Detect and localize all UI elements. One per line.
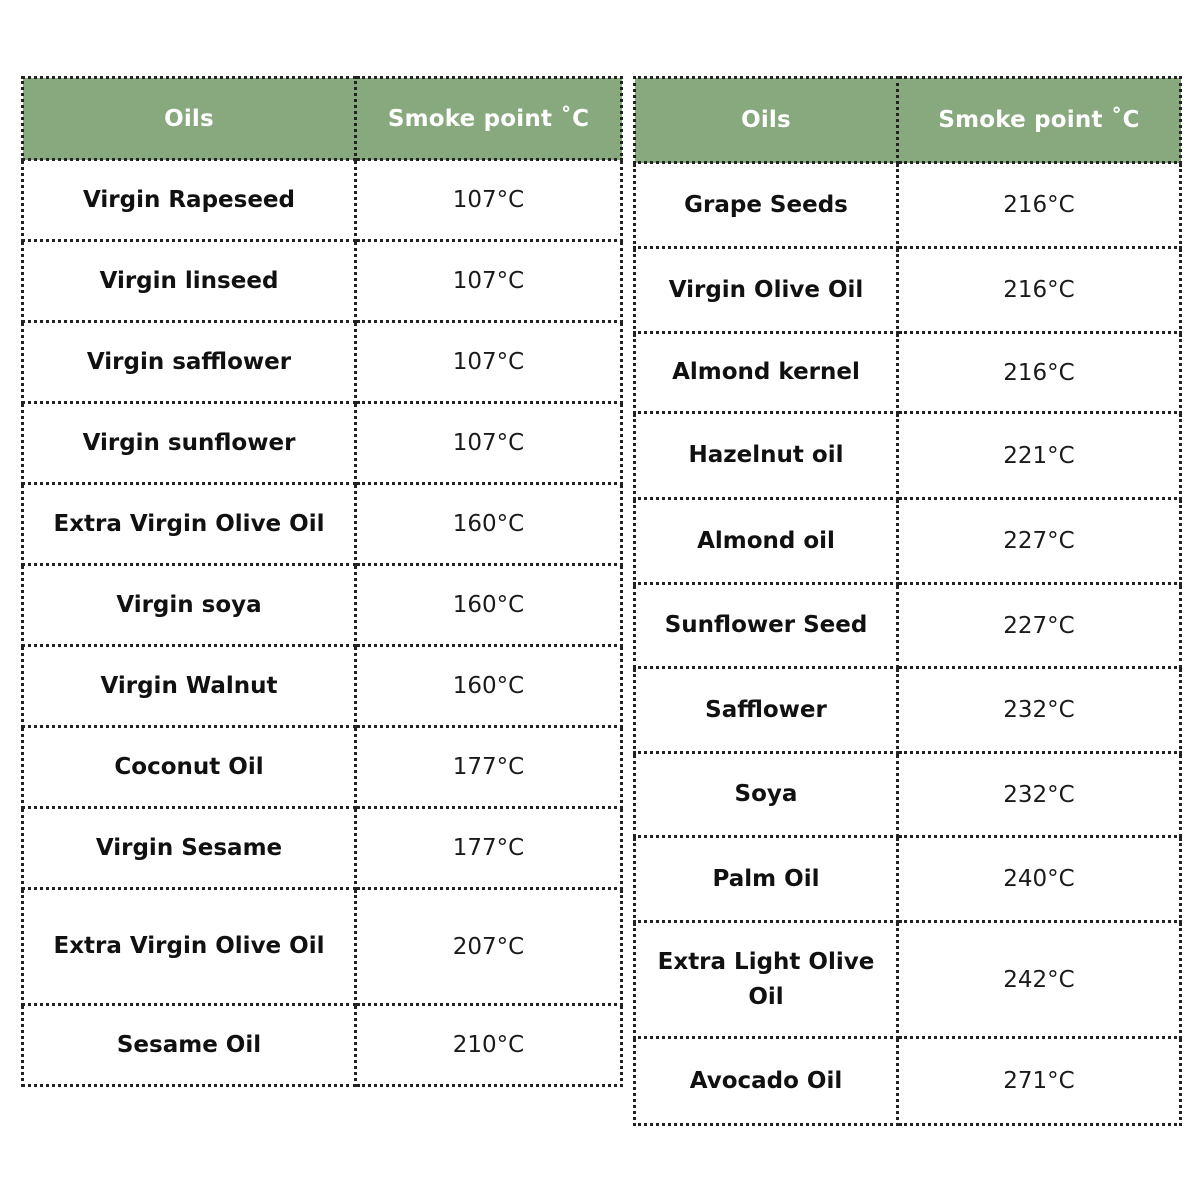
- oil-name: Sunflower Seed: [635, 584, 898, 668]
- table-row: [635, 837, 1181, 922]
- table-row: [23, 403, 622, 484]
- table-row: [23, 727, 622, 808]
- table-row: [635, 163, 1181, 248]
- oil-name: Virgin Rapeseed: [23, 160, 356, 241]
- oil-name: Extra Virgin Olive Oil: [23, 889, 356, 1005]
- table-row: [23, 646, 622, 727]
- smoke-point-value: 232°C: [898, 753, 1181, 837]
- header-smoke-point: Smoke point ˚C: [898, 78, 1181, 163]
- smoke-point-value: 160°C: [356, 484, 622, 565]
- smoke-point-value: 160°C: [356, 565, 622, 646]
- smoke-point-value: 107°C: [356, 403, 622, 484]
- table-row: [635, 333, 1181, 413]
- table-row: [635, 248, 1181, 333]
- table-row: [635, 753, 1181, 837]
- oil-name: Virgin safflower: [23, 322, 356, 403]
- oil-name: Safflower: [635, 668, 898, 753]
- oil-name: Almond kernel: [635, 333, 898, 413]
- table-header-row: [23, 78, 622, 160]
- table-header-row: [635, 78, 1181, 163]
- table-row: [635, 499, 1181, 584]
- table-row: [635, 584, 1181, 668]
- table-row: [23, 322, 622, 403]
- smoke-point-value: 240°C: [898, 837, 1181, 922]
- smoke-point-value: 160°C: [356, 646, 622, 727]
- oil-name: Extra Virgin Olive Oil: [23, 484, 356, 565]
- oil-name: Virgin sunflower: [23, 403, 356, 484]
- oil-name: Virgin linseed: [23, 241, 356, 322]
- oil-name: Virgin Sesame: [23, 808, 356, 889]
- smoke-point-value: 107°C: [356, 160, 622, 241]
- header-smoke-point: Smoke point ˚C: [356, 78, 622, 160]
- smoke-point-value: 216°C: [898, 333, 1181, 413]
- smoke-point-value: 177°C: [356, 808, 622, 889]
- oil-name: Coconut Oil: [23, 727, 356, 808]
- table-row: [635, 1038, 1181, 1125]
- table-row: [23, 565, 622, 646]
- smoke-point-value: 271°C: [898, 1038, 1181, 1125]
- smoke-point-value: 210°C: [356, 1005, 622, 1086]
- smoke-point-value: 216°C: [898, 248, 1181, 333]
- smoke-point-value: 216°C: [898, 163, 1181, 248]
- oil-name: Virgin Walnut: [23, 646, 356, 727]
- oil-name: Hazelnut oil: [635, 413, 898, 499]
- smoke-point-value: 221°C: [898, 413, 1181, 499]
- smoke-point-value: 107°C: [356, 322, 622, 403]
- smoke-point-value: 242°C: [898, 922, 1181, 1038]
- oil-name: Virgin Olive Oil: [635, 248, 898, 333]
- smoke-point-value: 107°C: [356, 241, 622, 322]
- header-oils: Oils: [23, 78, 356, 160]
- oil-name: Almond oil: [635, 499, 898, 584]
- smoke-point-table-left: [21, 76, 623, 1087]
- header-oils: Oils: [635, 78, 898, 163]
- smoke-point-value: 207°C: [356, 889, 622, 1005]
- table-row: [23, 889, 622, 1005]
- smoke-point-table-right: [633, 76, 1182, 1126]
- table-row: [23, 241, 622, 322]
- oil-name: Extra Light Olive Oil: [635, 922, 898, 1038]
- smoke-point-value: 227°C: [898, 499, 1181, 584]
- table-row: [23, 808, 622, 889]
- table-row: [635, 922, 1181, 1038]
- table-row: [635, 413, 1181, 499]
- table-row: [23, 1005, 622, 1086]
- oil-name: Grape Seeds: [635, 163, 898, 248]
- oil-name: Avocado Oil: [635, 1038, 898, 1125]
- oil-name: Virgin soya: [23, 565, 356, 646]
- smoke-point-value: 232°C: [898, 668, 1181, 753]
- oil-name: Sesame Oil: [23, 1005, 356, 1086]
- table-row: [635, 668, 1181, 753]
- smoke-point-value: 227°C: [898, 584, 1181, 668]
- smoke-point-value: 177°C: [356, 727, 622, 808]
- oil-name: Palm Oil: [635, 837, 898, 922]
- oil-name: Soya: [635, 753, 898, 837]
- table-row: [23, 160, 622, 241]
- table-row: [23, 484, 622, 565]
